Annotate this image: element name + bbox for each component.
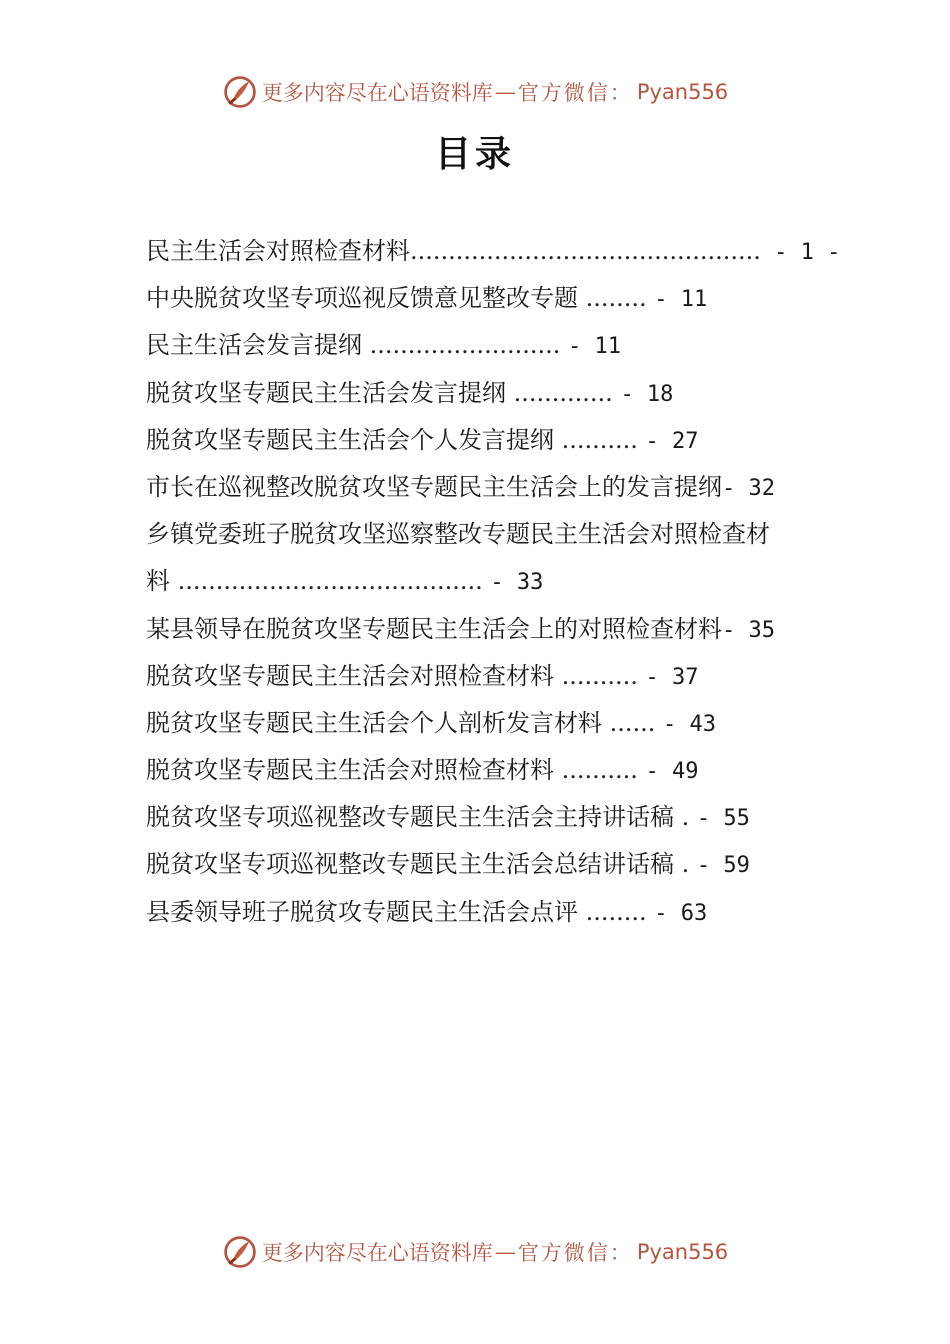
toc-entry[interactable] — [146, 275, 810, 322]
toc-entry-title: 乡镇党委班子脱贫攻坚巡察整改专题民主生活会对照检查材 — [146, 520, 770, 549]
toc-entry-leader: . — [674, 850, 697, 879]
toc-entry[interactable] — [146, 747, 810, 794]
toc-entry-title: 脱贫攻坚专项巡视整改专题民主生活会总结讲话稿 — [146, 850, 674, 879]
header-watermark — [0, 72, 950, 112]
toc-entry-leader: ........ — [578, 897, 655, 926]
toc-entry-title: 脱贫攻坚专项巡视整改专题民主生活会主持讲话稿 — [146, 803, 674, 832]
watermark-main-text: 更多内容尽在心语资料库 — [261, 81, 493, 105]
toc-entry-page: - 55 — [696, 806, 750, 832]
watermark-wechat-label: 官方微信： — [517, 81, 633, 105]
toc-entry-leader: .......... — [554, 756, 646, 785]
toc-entry[interactable] — [146, 464, 810, 511]
toc-entry-leader: .......... — [554, 661, 646, 690]
table-of-contents — [146, 228, 841, 936]
watermark-wechat-label: 官方微信： — [517, 1241, 633, 1265]
toc-entry[interactable] — [146, 558, 810, 605]
toc-entry-page: - 49 — [645, 759, 699, 785]
toc-entry[interactable] — [146, 653, 810, 700]
toc-entry-title: 中央脱贫攻坚专项巡视反馈意见整改专题 — [146, 284, 578, 313]
toc-entry[interactable] — [146, 606, 810, 653]
toc-entry-title: 脱贫攻坚专题民主生活会对照检查材料 — [146, 756, 554, 785]
feather-pen-logo-icon — [222, 1234, 258, 1270]
toc-entry-title: 县委领导班子脱贫攻专题民主生活会点评 — [146, 897, 578, 926]
toc-entry-title: 市长在巡视整改脱贫攻坚专题民主生活会上的发言提纲 — [146, 472, 722, 501]
toc-entry-leader: .............................................. — [410, 237, 761, 265]
footer-watermark — [0, 1232, 950, 1272]
watermark-main-text: 更多内容尽在心语资料库 — [261, 1241, 493, 1265]
toc-entry-title: 民主生活会对照检查材料 — [146, 237, 410, 265]
toc-entry-page: - 43 — [663, 711, 717, 737]
toc-entry-page: - 11 — [567, 334, 621, 360]
toc-entry-page: - 63 — [654, 900, 708, 926]
toc-entry[interactable] — [146, 794, 810, 841]
watermark-separator: — — [494, 80, 516, 104]
toc-entry[interactable] — [146, 511, 810, 558]
toc-entry[interactable] — [146, 841, 810, 888]
toc-entry-title: 脱贫攻坚专题民主生活会发言提纲 — [146, 378, 506, 407]
toc-entry-title: 某县领导在脱贫攻坚专题民主生活会上的对照检查材料 — [146, 614, 722, 643]
toc-entry-title: 脱贫攻坚专题民主生活会对照检查材料 — [146, 661, 554, 690]
toc-entry[interactable] — [146, 228, 841, 275]
watermark-wechat-id: Pyan556 — [636, 1240, 729, 1264]
toc-entry-page: - 27 — [645, 428, 699, 454]
toc-entry-leader: ......................... — [362, 331, 568, 360]
page-title: 目录 — [434, 134, 515, 175]
toc-entry-leader: . — [674, 803, 697, 832]
toc-entry-title: 民主生活会发言提纲 — [146, 331, 362, 360]
toc-entry[interactable] — [146, 417, 810, 464]
toc-entry[interactable] — [146, 889, 810, 936]
toc-entry-leader: ............. — [506, 378, 621, 407]
toc-entry-page: - 35 — [722, 617, 775, 643]
toc-entry-title: 脱贫攻坚专题民主生活会个人发言提纲 — [146, 425, 554, 454]
watermark-separator: — — [494, 1240, 516, 1264]
toc-entry-page: - 33 — [490, 570, 544, 596]
toc-entry-page: - 37 — [645, 664, 699, 690]
toc-entry-leader: ........ — [578, 284, 655, 313]
toc-entry[interactable] — [146, 322, 810, 369]
watermark-wechat-id: Pyan556 — [636, 80, 729, 104]
toc-entry-page: - 1 - — [760, 240, 841, 265]
feather-pen-logo-icon — [222, 74, 258, 110]
toc-entry-leader: ........................................ — [170, 567, 491, 596]
toc-entry-page: - 59 — [696, 853, 750, 879]
toc-entry-page: - 11 — [654, 287, 708, 313]
toc-entry[interactable] — [146, 370, 810, 417]
toc-entry-page: - 18 — [620, 381, 674, 407]
toc-entry-page: - 32 — [722, 475, 775, 501]
toc-entry-title: 脱贫攻坚专题民主生活会个人剖析发言材料 — [146, 708, 602, 737]
toc-entry-leader: ...... — [602, 708, 664, 737]
toc-entry[interactable] — [146, 700, 810, 747]
toc-entry-title: 料 — [146, 567, 170, 596]
toc-entry-leader: .......... — [554, 425, 646, 454]
